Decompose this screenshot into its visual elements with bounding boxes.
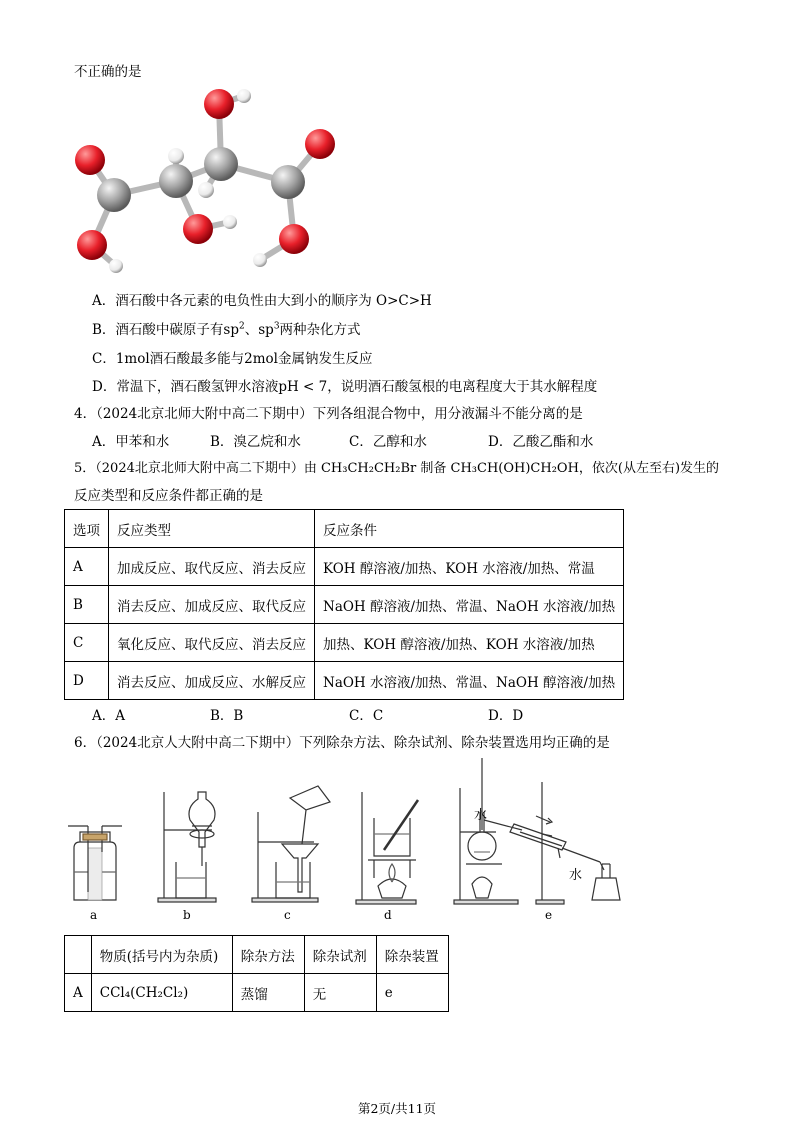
q4-option-c: C．乙醇和水 bbox=[349, 434, 427, 450]
q5-option-c: C．C bbox=[349, 708, 384, 724]
tartaric-acid-molecule-image bbox=[66, 82, 346, 282]
question-6-stem: 6．（2024北京人大附中高二下期中）下列除杂方法、除杂试剂、除杂装置选用均正确的是 bbox=[74, 735, 610, 751]
apparatus-e-distillation bbox=[454, 758, 620, 904]
q4-option-a: A．甲苯和水 bbox=[92, 434, 170, 450]
table-row: D 消去反应、加成反应、水解反应 NaOH 水溶液/加热、常温、NaOH 醇溶液/加热 bbox=[65, 662, 624, 700]
option-b: B．酒石酸中碳原子有$sp^2$、$sp^3$两种杂化方式 bbox=[92, 321, 361, 338]
label-a: a bbox=[90, 908, 98, 922]
option-d: D．常温下，酒石酸氢钾水溶液pH < 7，说明酒石酸氢根的电离程度大于其水解程度 bbox=[92, 379, 598, 395]
table-row: A 加成反应、取代反应、消去反应 KOH 醇溶液/加热、KOH 水溶液/加热、常温 bbox=[65, 548, 624, 586]
water-outlet-label: 水 bbox=[569, 868, 583, 883]
q4-option-b: B．溴乙烷和水 bbox=[210, 434, 301, 450]
label-e: e bbox=[545, 908, 553, 922]
q6-options-table bbox=[64, 935, 449, 1012]
table-row: B 消去反应、加成反应、取代反应 NaOH 醇溶液/加热、常温、NaOH 水溶液/加热 bbox=[65, 586, 624, 624]
label-c: c bbox=[284, 908, 291, 922]
question-5-stem-line1: 5．（2024北京北师大附中高二下期中）由 CH₃CH₂CH₂Br 制备 CH₃CH(OH)CH₂OH，依次(从左至右)发生的 bbox=[74, 461, 720, 476]
apparatus-a-wash-bottle bbox=[68, 826, 122, 900]
q5-options-table bbox=[64, 509, 624, 700]
question-text: 不正确的是 bbox=[74, 64, 142, 80]
apparatus-figure bbox=[62, 752, 632, 924]
label-b: b bbox=[183, 908, 191, 922]
apparatus-d-heating-beaker bbox=[356, 792, 418, 904]
table-header-row: 选项 反应类型 反应条件 bbox=[65, 510, 624, 548]
q5-option-b: B．B bbox=[210, 708, 244, 724]
q5-option-d: D．D bbox=[488, 708, 524, 724]
label-d: d bbox=[384, 908, 392, 922]
question-4-stem: 4．（2024北京北师大附中高二下期中）下列各组混合物中，用分液漏斗不能分离的是 bbox=[74, 406, 583, 422]
apparatus-c-filtration bbox=[252, 786, 330, 902]
option-a: A．酒石酸中各元素的电负性由大到小的顺序为 O>C>H bbox=[92, 293, 432, 309]
table-row: C 氧化反应、取代反应、消去反应 加热、KOH 醇溶液/加热、KOH 水溶液/加热 bbox=[65, 624, 624, 662]
q4-option-d: D．乙酸乙酯和水 bbox=[488, 434, 594, 450]
question-5-stem-line2: 反应类型和反应条件都正确的是 bbox=[74, 488, 263, 504]
q5-option-a: A．A bbox=[92, 708, 125, 724]
option-c: C．1mol酒石酸最多能与2mol金属钠发生反应 bbox=[92, 351, 373, 367]
page-footer: 第2页/共11页 bbox=[357, 1101, 437, 1116]
water-inlet-label: 水 bbox=[474, 808, 488, 823]
table-row: A CCl₄(CH₂Cl₂) 蒸馏 无 e bbox=[65, 974, 449, 1012]
apparatus-b-separating-funnel bbox=[158, 792, 216, 902]
table-header-row: 物质(括号内为杂质) 除杂方法 除杂试剂 除杂装置 bbox=[65, 936, 449, 974]
